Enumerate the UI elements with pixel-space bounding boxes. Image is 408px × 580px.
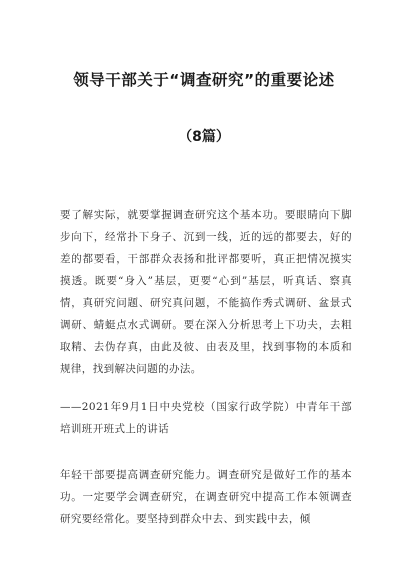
document-title: 领导干部关于“调查研究”的重要论述 (73, 71, 335, 89)
source-attribution: ——2021年9月1日中央党校（国家行政学院）中青年干部培训班开班式上的讲话 (60, 401, 352, 435)
document-subtitle: （8篇） (178, 129, 230, 145)
body-paragraph-2: 年轻干部要提高调查研究能力。调查研究是做好工作的基本功。一定要学会调查研究，在调查研究中提高工作本领调查研究要经常化。要坚持到群众中去、到实践中去，倾 (60, 469, 352, 525)
body-paragraph-1: 要了解实际，就要掌握调查研究这个基本功。要眼睛向下脚步向下，经常扑下身子、沉到一线，近的远的都要去，好的差的都要看，干部群众表扬和批评都要听，真正把情况摸实摸透。既要“身入”基层，更要“心到”基层，听真话、察真情，真研究问题、研究真问题，不能搞作秀式调研、盆景式调研、蜻蜓点水式调研。要在深入分析思考上下功夫，去粗取精、去伪存真，由此及彼、由表及里，找到事物的本质和规律，找到解决问题的办法。 (60, 209, 352, 375)
